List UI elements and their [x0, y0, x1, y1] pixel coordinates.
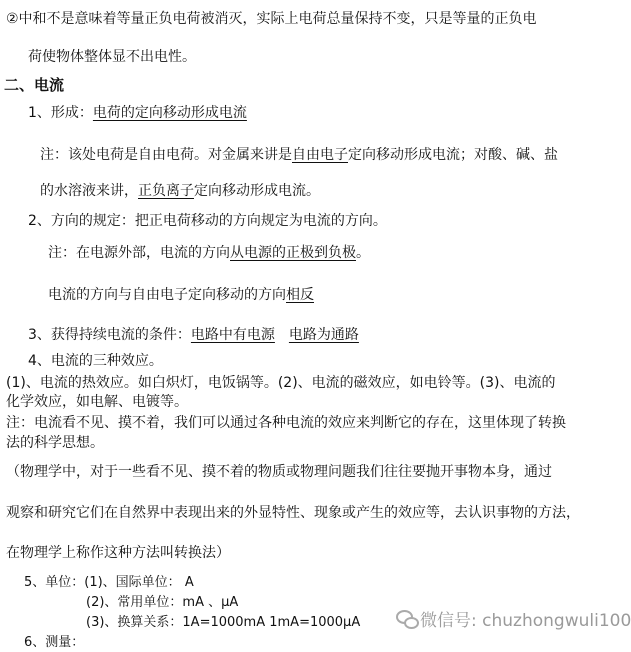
text-line: 在物理学上称作这种方法叫转换法）: [6, 545, 230, 561]
note-text: 。: [356, 245, 370, 261]
text-line: 化学效应，如电解、电镀等。: [6, 394, 188, 410]
text-line: ②中和不是意味着等量正负电荷被消灭，实际上电荷总量保持不变，只是等量的正负电: [6, 11, 537, 27]
item-conditions: [28, 326, 359, 344]
item-effects: 4、电流的三种效应。: [28, 353, 163, 369]
note-text: 电流的方向与自由电子定向移动的方向: [48, 287, 286, 303]
underlined-answer: 电路中有电源: [190, 327, 275, 343]
unit-line: (2)、常用单位：mA 、μA: [86, 595, 239, 610]
item-label: 3、获得持续电流的条件：: [28, 327, 191, 343]
item-formation: [28, 104, 247, 122]
note-text: 定向移动形成电流。: [194, 183, 320, 199]
underlined-answer: 从电源的正极到负极: [230, 245, 356, 261]
text-line: [48, 286, 314, 304]
watermark: [396, 606, 631, 631]
note-line: [48, 244, 370, 262]
note-line: [40, 182, 320, 200]
underlined-answer: 自由电子: [292, 147, 348, 163]
text-line: 观察和研究它们在自然界中表现出来的外显特性、现象或产生的效应等，去认识事物的方法，: [6, 505, 580, 521]
section-heading: 二、电流: [4, 76, 65, 94]
underlined-answer: 正负离子: [138, 183, 194, 199]
unit-line: (3)、换算关系：1A=1000mA 1mA=1000μA: [86, 615, 361, 630]
item-measure: 6、测量：: [24, 635, 85, 650]
note-text: 的水溶液来讲，: [40, 183, 138, 199]
underlined-answer: 电路为通路: [288, 327, 359, 343]
text-line: （物理学中，对于一些看不见、摸不着的物质或物理问题我们往往要抛开事物本身，通过: [6, 464, 552, 480]
watermark-text: 微信号: chuzhongwuli100: [420, 611, 631, 631]
underlined-answer: 电荷的定向移动形成电流: [92, 105, 247, 121]
item-unit: 5、单位：(1)、国际单位： A: [24, 575, 194, 590]
note-text: 定向移动形成电流；对酸、碱、盐: [348, 147, 558, 163]
text-line: 荷使物体整体显不出电性。: [28, 49, 196, 65]
wechat-icon: [396, 610, 416, 628]
note-text: 注：该处电荷是自由电荷。对金属来讲是: [40, 147, 292, 163]
note-line: 法的科学思想。: [6, 435, 104, 451]
underlined-answer: 相反: [286, 287, 314, 303]
note-line: [40, 146, 558, 164]
note-line: 注：电流看不见、摸不着，我们可以通过各种电流的效应来判断它的存在，这里体现了转换: [6, 415, 566, 431]
item-direction: 2、方向的规定：把正电荷移动的方向规定为电流的方向。: [28, 213, 387, 229]
text-line: (1)、电流的热效应。如白炽灯，电饭锅等。(2)、电流的磁效应，如电铃等。(3)、电流的: [6, 375, 556, 391]
note-text: 注：在电源外部，电流的方向: [48, 245, 230, 261]
item-label: 1、形成：: [28, 105, 93, 121]
